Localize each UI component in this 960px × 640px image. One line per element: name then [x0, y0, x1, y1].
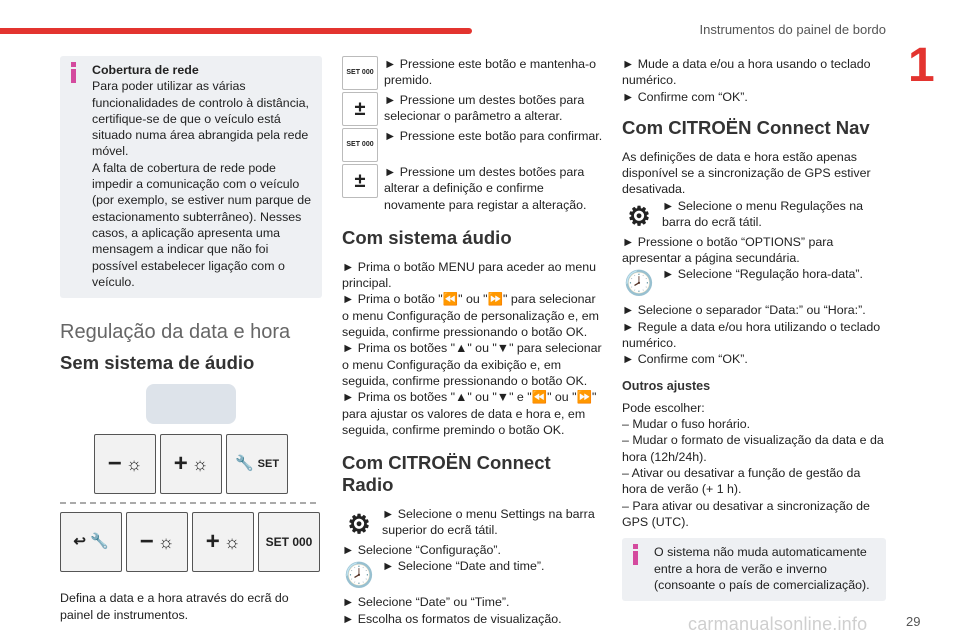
step-text: ► Pressione um destes botões para alterar a definição e confirme novamente para registar a alteração. [384, 165, 587, 212]
step-text: ► Pressione este botão para confirmar. [384, 129, 603, 143]
header-title: Instrumentos do painel de bordo [699, 22, 886, 37]
watermark: carmanualsonline.info [688, 614, 868, 634]
step-text: ► Selecione o separador “Data:” ou “Hora:”. [622, 303, 866, 318]
dashboard-illustration [146, 384, 236, 424]
set-000-icon: SET 000 [342, 56, 378, 90]
info-box-network [60, 56, 322, 298]
divider [60, 502, 316, 504]
list-item: – Mudar o formato de visualização da data e da hora (12h/24h). [622, 433, 884, 464]
info-body: Para poder utilizar as várias funcionalidades de controlo à distância, certifique-se de que o veículo está situado numa área abrangida pela rede móvel. [92, 79, 309, 159]
info-icon [630, 544, 642, 564]
back-wrench-key [60, 512, 122, 572]
step-text: ► Confirme com “OK”. [622, 352, 748, 367]
brightness-minus-key: − ☼ [126, 512, 188, 572]
info-box-dst [622, 538, 886, 601]
nav-title: Com CITROËN Connect Nav [622, 116, 870, 138]
info-body-2: A falta de cobertura de rede pode impedir a comunicação com o veículo (por exemplo, se estiver num parque de estacionamento subterrâneo). Nesses casos, a aplicação apresenta uma mensagem a indicar que não foi possível estabelecer ligação com o veículo. [92, 160, 312, 289]
column-2 [342, 56, 604, 627]
set-wrench-key: 🔧 SET [226, 434, 288, 494]
step-text: ► Selecione “Configuração”. [342, 543, 501, 558]
wrench-icon: 🔧 [234, 455, 254, 473]
brightness-plus-key: + ☼ [160, 434, 222, 494]
step-text: ► Confirme com “OK”. [622, 89, 748, 104]
list-item: – Mudar o fuso horário. [622, 417, 751, 432]
other-title: Outros ajustes [622, 378, 711, 393]
brightness-minus-key: − ☼ [94, 434, 156, 494]
step-text: ► Selecione “Date” ou “Time”. [342, 595, 510, 610]
button-row-bottom [60, 512, 322, 572]
radio-title: Com CITROËN Connect Radio [342, 452, 551, 496]
step-text: ► Pressione um destes botões para selecionar o parâmetro a alterar. [384, 93, 585, 124]
button-row-top [94, 434, 322, 494]
list-item: – Ativar ou desativar a função de gestão da hora de verão (+ 1 h). [622, 466, 861, 497]
step-text: ► Prima os botões "▲" ou "▼" para selecionar o menu Configuração da exibição e, em seguida, confirme pressionando o botão OK. [342, 341, 602, 388]
clock-icon: 🕗 [622, 266, 656, 302]
body-text: Pode escolher: [622, 400, 705, 415]
info-icon [68, 62, 80, 82]
list-item: – Para ativar ou desativar a sincronização de GPS (UTC). [622, 498, 870, 529]
step-text: ► Mude a data e/ou a hora usando o teclado numérico. [622, 57, 871, 88]
plus-minus-icon: ± [342, 92, 378, 126]
step-text: ► Prima os botões "▲" ou "▼" e "⏪" ou "⏩" para ajustar os valores de data e hora e, em seguida, confirme premindo o botão OK. [342, 390, 597, 437]
step-text: ► Selecione o menu Regulações na barra do ecrã tátil. [662, 198, 864, 230]
info-text: O sistema não muda automaticamente entre a hora de verão e inverno (consoante o país de comercialização). [654, 545, 870, 592]
brightness-plus-key: + ☼ [192, 512, 254, 572]
column-1 [60, 56, 322, 623]
back-icon: ↩ [73, 533, 86, 551]
body-text: Defina a data e a hora através do ecrã do painel de instrumentos. [60, 591, 289, 622]
column-3 [622, 56, 886, 601]
clock-icon: 🕗 [342, 558, 376, 594]
red-header-bar [0, 28, 472, 34]
step-text: ► Prima o botão MENU para aceder ao menu principal. [342, 259, 597, 291]
step-text: ► Pressione o botão “OPTIONS” para apresentar a página secundária. [622, 234, 834, 266]
step-text: ► Selecione “Date and time”. [382, 559, 545, 574]
audio-title: Com sistema áudio [342, 226, 512, 248]
subsection-title: Sem sistema de áudio [60, 352, 255, 374]
info-title: Cobertura de rede [92, 63, 199, 77]
plus-minus-icon: ± [342, 164, 378, 198]
page-number: 29 [906, 614, 921, 629]
chapter-number: 1 [908, 39, 935, 92]
gear-icon: ⚙ [622, 198, 656, 234]
gear-icon: ⚙ [342, 506, 376, 542]
set-000-key: SET 000 [258, 512, 320, 572]
set-000-icon: SET 000 [342, 128, 378, 162]
step-text: ► Escolha os formatos de visualização. [342, 611, 562, 626]
step-text: ► Selecione “Regulação hora-data”. [662, 267, 863, 282]
section-title: Regulação da data e hora [60, 321, 291, 344]
step-text: ► Selecione o menu Settings na barra superior do ecrã tátil. [382, 507, 595, 538]
step-text: ► Pressione este botão e mantenha-o premido. [384, 57, 597, 88]
step-text: ► Regule a data e/ou hora utilizando o teclado numérico. [622, 319, 881, 350]
wrench-icon: 🔧 [89, 533, 109, 551]
step-text: ► Prima o botão "⏪" ou "⏩" para selecionar o menu Configuração de personalização e, em seguida, confirme pressionando o botão OK. [342, 292, 599, 340]
body-text: As definições de data e hora estão apenas disponível se a sincronização de GPS estiver desativada. [622, 149, 871, 197]
